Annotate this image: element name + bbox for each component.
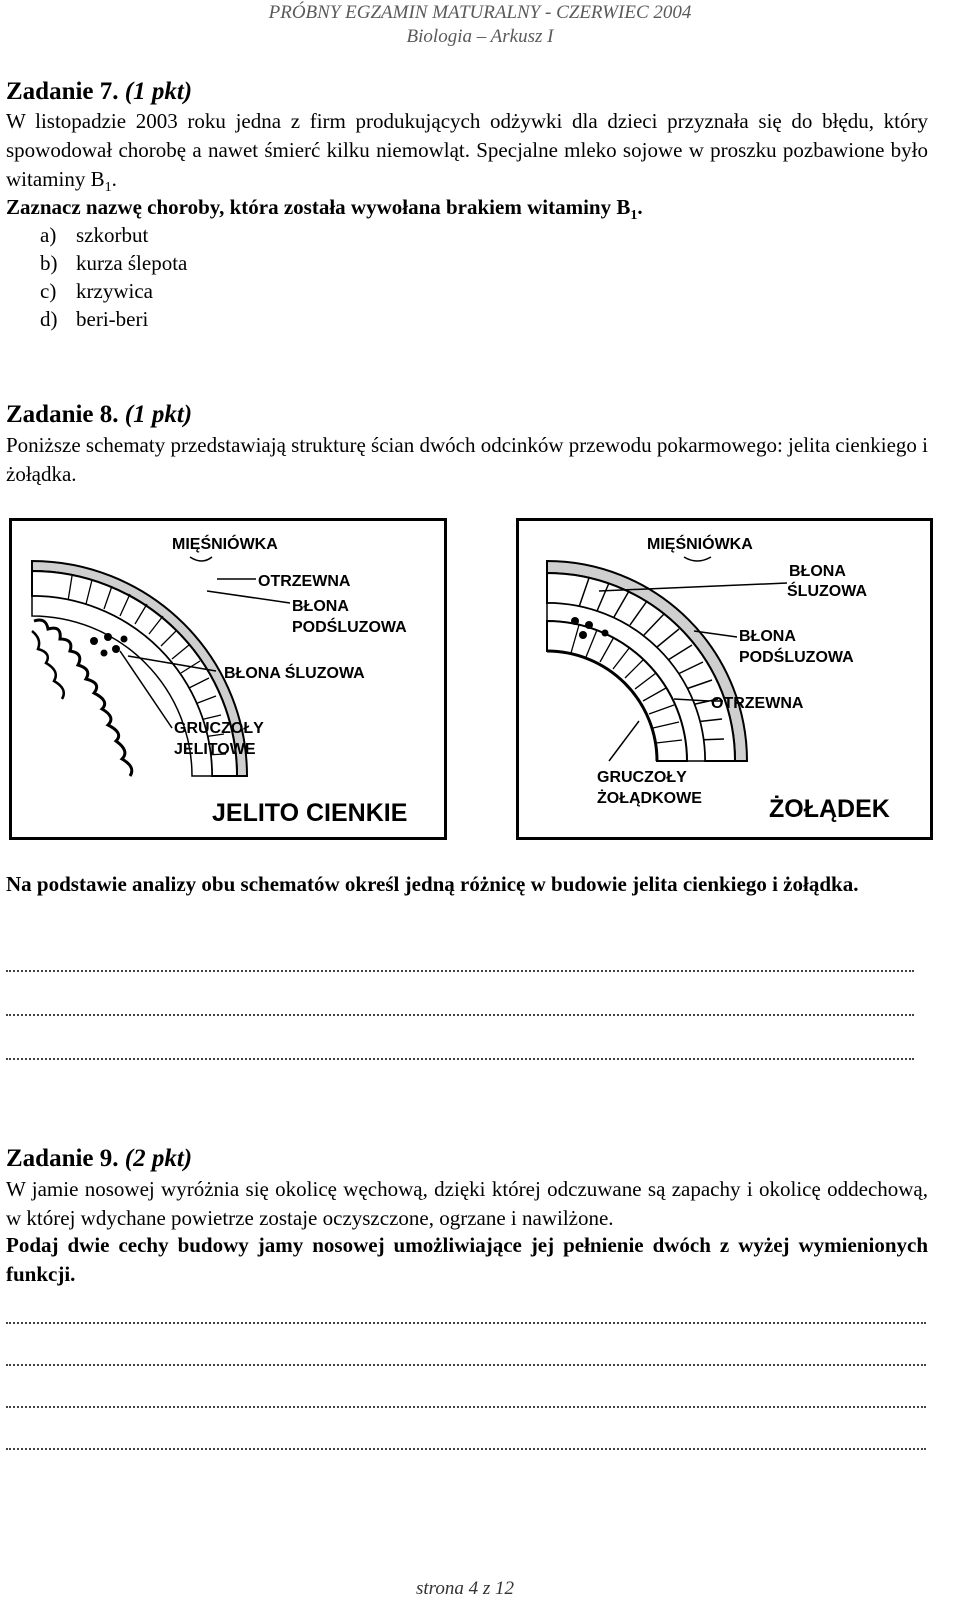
task8-intro: Poniższe schematy przedstawiają strukturę ścian dwóch odcinków przewodu pokarmowego: jelita cienkiego i żołądka. xyxy=(6,433,928,486)
label-mucosa: BŁONA ŚLUZOWA xyxy=(224,665,365,682)
option-text: kurza ślepota xyxy=(76,251,188,275)
task9-title: Zadanie 9. xyxy=(6,1145,119,1172)
label-glands-1: GRUCZOŁY xyxy=(174,720,264,737)
figure-title: ŻOŁĄDEK xyxy=(769,795,890,823)
figure-small-intestine xyxy=(9,518,447,840)
label-serosa: OTRZEWNA xyxy=(258,573,351,590)
task8-title: Zadanie 8. xyxy=(6,401,119,428)
task7-heading xyxy=(6,77,928,107)
mucosa-villi xyxy=(34,620,132,776)
label-muscle: MIĘŚNIÓWKA xyxy=(172,536,278,553)
label-submucosa-1: BŁONA xyxy=(292,598,349,615)
label-glands-1: GRUCZOŁY xyxy=(597,769,687,786)
label-submucosa-2: PODŚLUZOWA xyxy=(292,619,407,636)
task7-question-end: . xyxy=(637,195,643,219)
task7-option-d[interactable] xyxy=(40,305,148,333)
option-letter: b) xyxy=(40,251,58,275)
exam-header-subtitle: Biologia – Arkusz I xyxy=(406,26,554,47)
task9-heading xyxy=(6,1144,928,1174)
task7-option-c[interactable] xyxy=(40,277,153,305)
task7-option-a[interactable] xyxy=(40,221,148,249)
task8-heading xyxy=(6,400,928,430)
label-serosa: OTRZEWNA xyxy=(711,695,804,712)
task9-answer-line-2[interactable] xyxy=(6,1362,926,1366)
option-letter: a) xyxy=(40,223,57,247)
label-mucosa-2: ŚLUZOWA xyxy=(787,583,867,600)
task9-answer-line-3[interactable] xyxy=(6,1404,926,1408)
label-submucosa-2: PODŚLUZOWA xyxy=(739,649,854,666)
task7-title: Zadanie 7. xyxy=(6,78,119,105)
task7-text-end: . xyxy=(111,167,117,191)
label-glands-2: ŻOŁĄDKOWE xyxy=(597,790,702,807)
task7-text-subscript: 1 xyxy=(104,180,112,196)
task8-answer-line-3[interactable] xyxy=(6,1056,914,1060)
option-letter: d) xyxy=(40,307,58,331)
label-submucosa-1: BŁONA xyxy=(739,628,796,645)
task9-text: W jamie nosowej wyróżnia się okolicę węchową, dzięki której odczuwane są zapachy i okolicę oddechową, w której wdychane powietrze zostaje oczyszczone, ogrzane i nawilżone. xyxy=(6,1177,928,1230)
figure-stomach xyxy=(516,518,933,840)
option-text: szkorbut xyxy=(76,223,149,247)
task7-option-b[interactable] xyxy=(40,249,187,277)
task8-question: Na podstawie analizy obu schematów określ jedną różnicę w budowie jelita cienkiego i żołądka. xyxy=(6,872,859,896)
small-intestine-diagram xyxy=(12,521,444,837)
task7-text xyxy=(6,107,928,202)
mucosa-villi-inner xyxy=(32,631,64,699)
option-text: beri-beri xyxy=(76,307,149,331)
figure-title: JELITO CIENKIE xyxy=(212,799,408,827)
label-glands-2: JELITOWE xyxy=(174,741,256,758)
task9-points: (2 pkt) xyxy=(124,1145,193,1172)
task9-question: Podaj dwie cechy budowy jamy nosowej umożliwiające jej pełnienie dwóch z wyżej wymienionych funkcji. xyxy=(6,1233,928,1286)
task8-answer-line-1[interactable] xyxy=(6,968,914,972)
task8-answer-line-2[interactable] xyxy=(6,1012,914,1016)
task9-answer-line-1[interactable] xyxy=(6,1320,926,1324)
task7-question-subscript: 1 xyxy=(630,208,638,224)
stomach-diagram xyxy=(519,521,930,837)
option-text: krzywica xyxy=(76,279,153,303)
task9-answer-line-4[interactable] xyxy=(6,1446,926,1450)
task8-points: (1 pkt) xyxy=(124,401,193,428)
label-muscle: MIĘŚNIÓWKA xyxy=(647,536,753,553)
page-number: strona 4 z 12 xyxy=(415,1578,514,1599)
exam-header-title: PRÓBNY EGZAMIN MATURALNY - CZERWIEC 2004 xyxy=(268,2,692,23)
task7-question-body: Zaznacz nazwę choroby, która została wywołana brakiem witaminy B xyxy=(6,195,631,219)
option-letter: c) xyxy=(40,279,57,303)
task7-points: (1 pkt) xyxy=(124,78,193,105)
task7-text-body: W listopadzie 2003 roku jedna z firm produkujących odżywki dla dzieci przyznała się do błędu, który spowodował chorobę a nawet śmierć kilku niemowląt. Specjalne mleko sojowe w proszku pozbawione było witaminy B xyxy=(6,109,928,191)
label-mucosa-1: BŁONA xyxy=(789,563,846,580)
